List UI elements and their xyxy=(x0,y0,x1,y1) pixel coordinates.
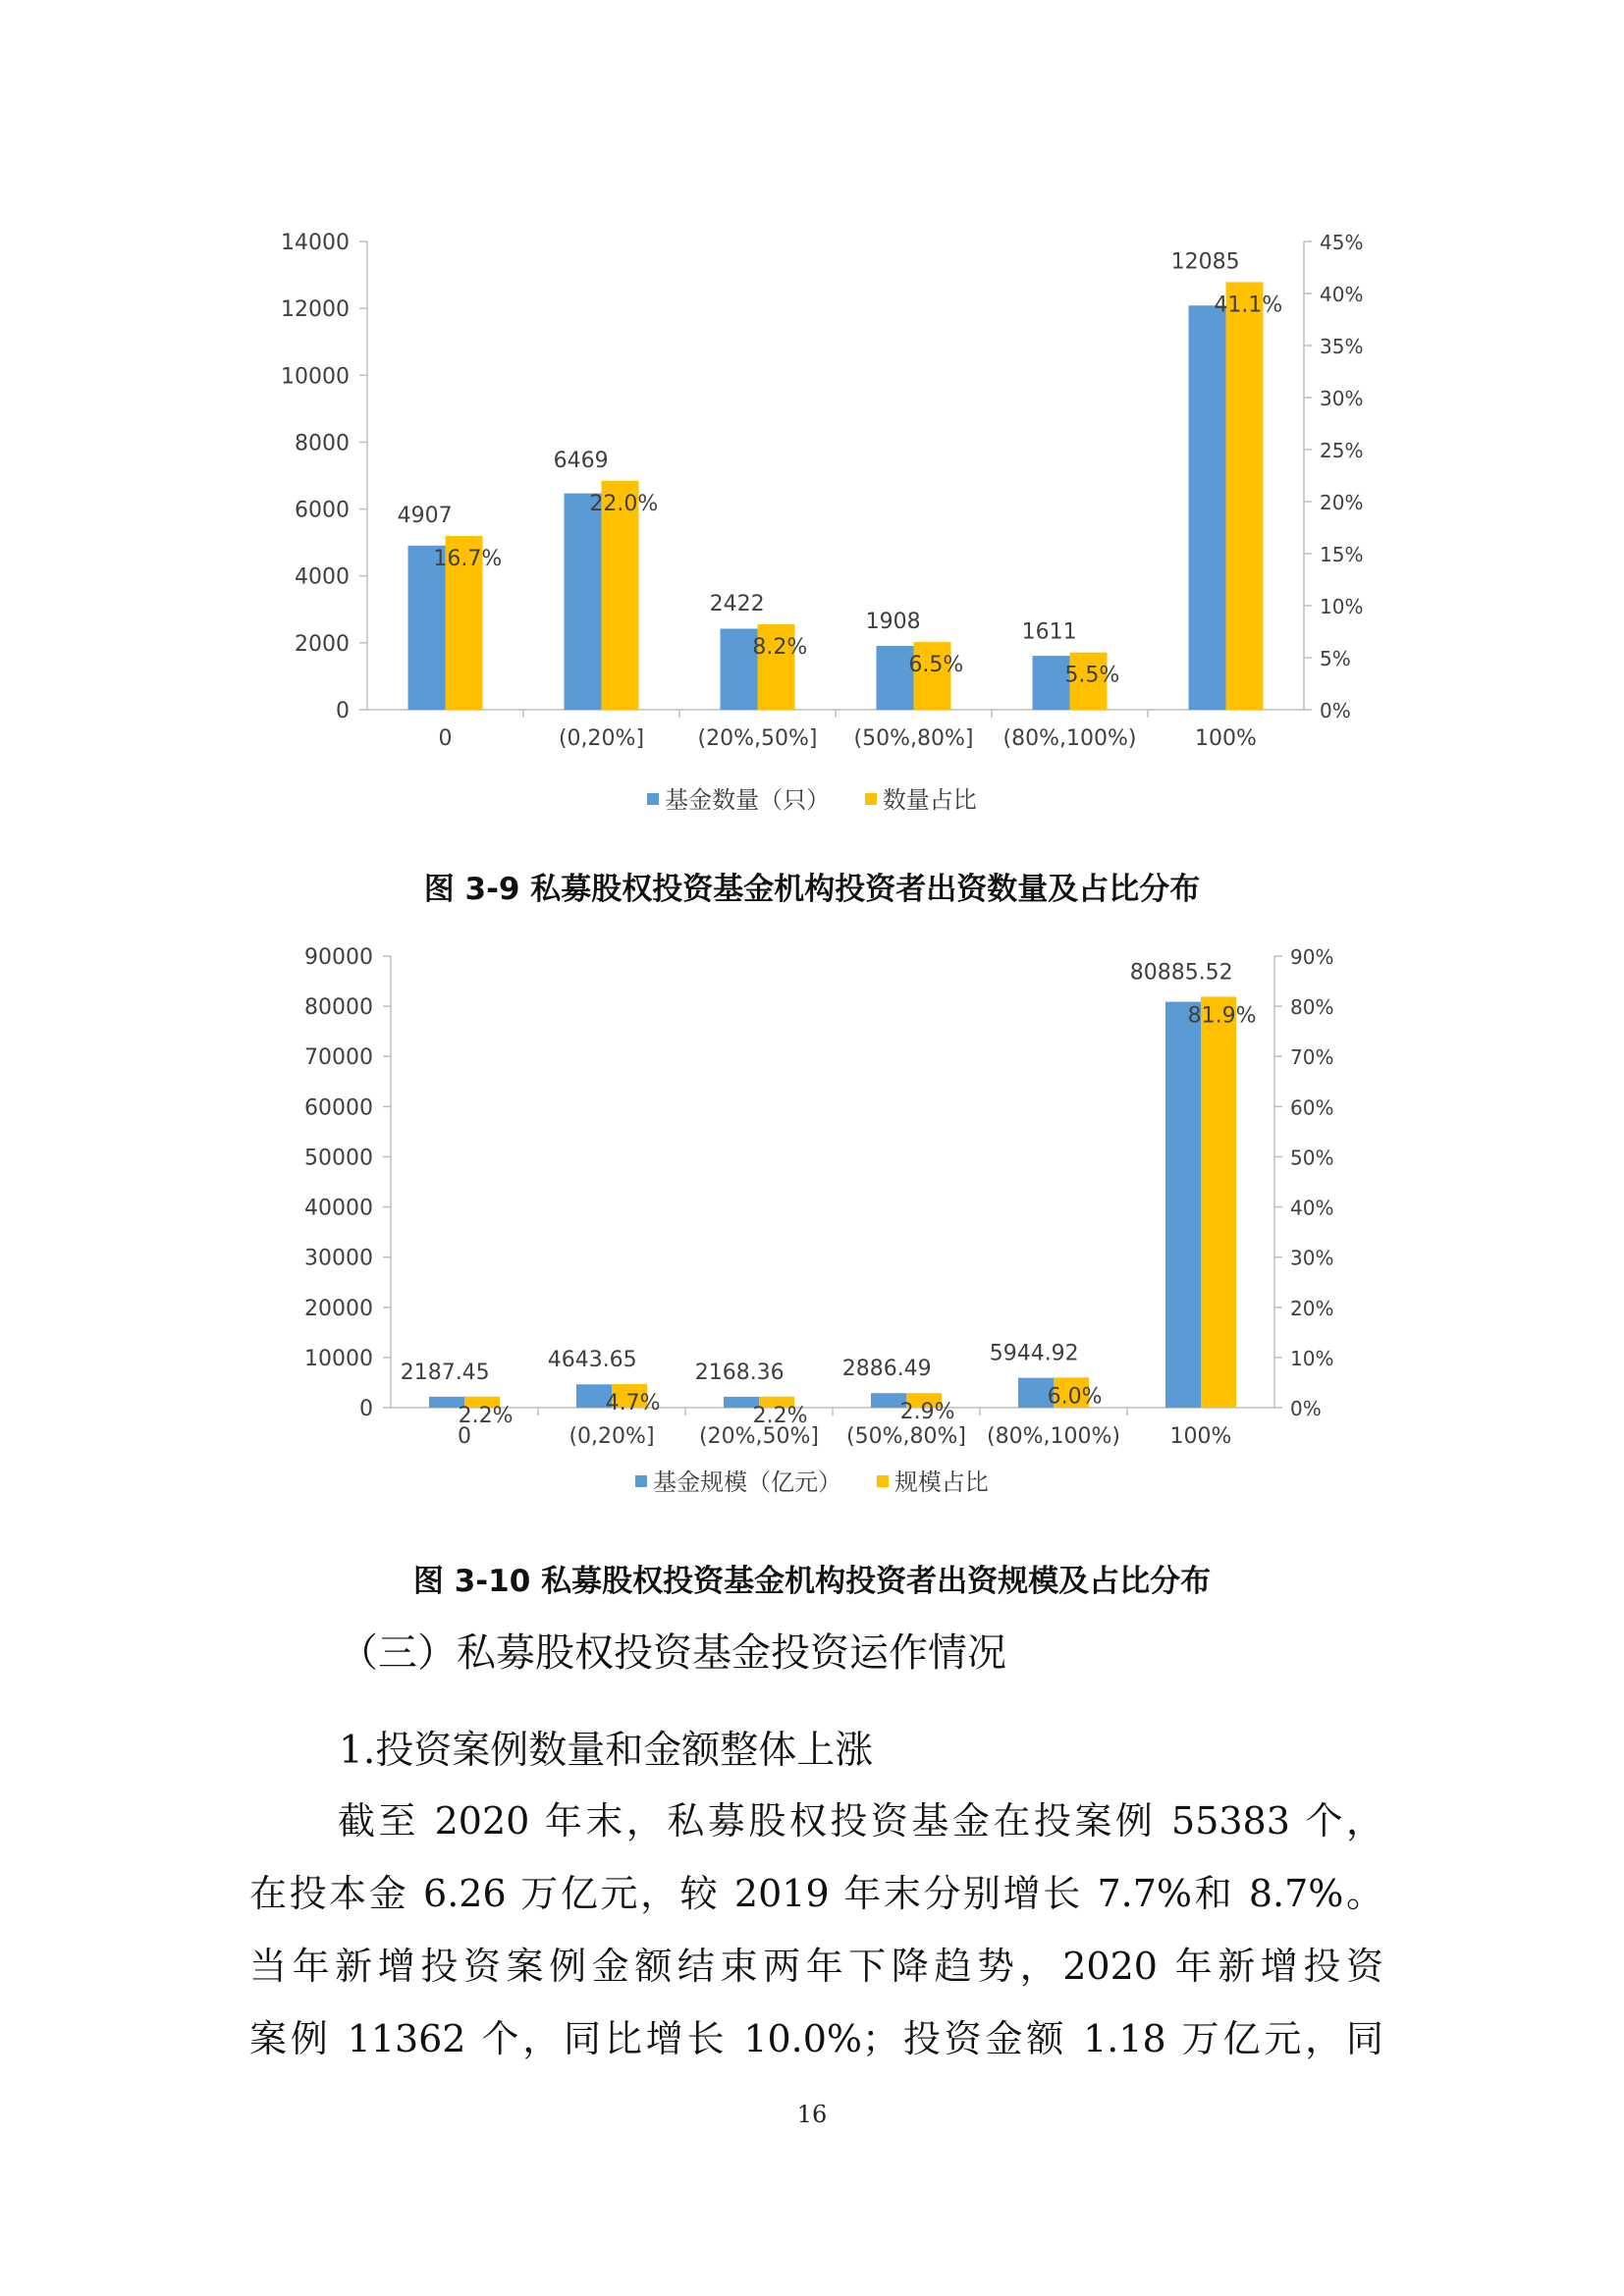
data-label-percent: 81.9% xyxy=(1187,1003,1257,1029)
data-label-value: 2187.45 xyxy=(400,1360,490,1385)
x-tick-label: 100% xyxy=(1169,1424,1232,1449)
bar-left-series xyxy=(1165,1002,1201,1408)
legend-swatch-blue xyxy=(635,1475,647,1487)
paragraph-line: 截至 2020 年末，私募股权投资基金在投案例 55383 个， xyxy=(338,1799,1383,1842)
legend-label: 基金规模（亿元） xyxy=(653,1468,842,1496)
right-tick-label: 10% xyxy=(1290,1346,1334,1370)
data-label-percent: 2.2% xyxy=(752,1403,808,1428)
right-tick-label: 60% xyxy=(1290,1095,1334,1120)
data-label-percent: 4.7% xyxy=(605,1390,661,1415)
paragraph-line: 在投本金 6.26 万亿元，较 2019 年末分别增长 7.7%和 8.7%。 xyxy=(249,1872,1383,1915)
legend-swatch-gold xyxy=(877,1475,889,1487)
left-tick-label: 8000 xyxy=(295,431,350,456)
right-tick-label: 80% xyxy=(1290,995,1334,1020)
x-tick-label: (20%,50%] xyxy=(697,726,818,751)
x-tick-label: 0 xyxy=(458,1424,471,1449)
right-tick-label: 5% xyxy=(1320,647,1351,670)
data-label-value: 80885.52 xyxy=(1129,960,1233,986)
left-tick-label: 40000 xyxy=(304,1196,373,1221)
subsection-heading: 1.投资案例数量和金额整体上涨 xyxy=(339,1729,874,1773)
chart-fig-3-10 xyxy=(0,933,1624,1502)
data-label-percent: 16.7% xyxy=(433,546,503,571)
left-tick-label: 20000 xyxy=(304,1296,373,1321)
data-label-value: 12085 xyxy=(1170,249,1240,275)
data-label-value: 2886.49 xyxy=(841,1357,932,1382)
data-label-percent: 2.2% xyxy=(458,1403,514,1428)
legend-label: 数量占比 xyxy=(882,786,977,814)
left-tick-label: 10000 xyxy=(304,1346,373,1371)
data-label-value: 5944.92 xyxy=(989,1341,1079,1366)
body-paragraph xyxy=(249,1785,1383,2075)
bar-left-series xyxy=(565,494,602,710)
left-tick-label: 6000 xyxy=(295,498,350,523)
data-label-value: 2422 xyxy=(709,592,765,617)
x-tick-label: (50%,80%] xyxy=(853,726,974,751)
legend-item-scale xyxy=(635,1463,841,1497)
right-tick-label: 10% xyxy=(1320,595,1364,618)
x-tick-label: (80%,100%) xyxy=(1002,726,1137,751)
x-tick-label: (20%,50%] xyxy=(699,1424,819,1449)
left-tick-label: 0 xyxy=(336,699,350,723)
left-tick-label: 14000 xyxy=(281,231,350,255)
left-tick-label: 12000 xyxy=(281,297,350,323)
right-tick-label: 30% xyxy=(1320,387,1364,410)
left-tick-label: 0 xyxy=(359,1397,373,1421)
x-tick-label: (80%,100%) xyxy=(987,1424,1120,1449)
left-tick-label: 10000 xyxy=(281,364,350,390)
legend-label: 基金数量（只） xyxy=(665,786,831,814)
right-tick-label: 20% xyxy=(1290,1296,1334,1320)
right-tick-label: 40% xyxy=(1290,1196,1334,1220)
data-label-percent: 8.2% xyxy=(752,635,808,661)
data-label-percent: 2.9% xyxy=(899,1400,955,1425)
right-tick-label: 20% xyxy=(1320,491,1364,514)
data-label-percent: 6.5% xyxy=(908,653,964,678)
right-tick-label: 50% xyxy=(1290,1146,1334,1170)
left-tick-label: 60000 xyxy=(304,1095,373,1121)
left-tick-label: 2000 xyxy=(295,631,350,657)
x-tick-label: (50%,80%] xyxy=(846,1424,966,1449)
chart-fig-3-9 xyxy=(0,206,1624,825)
left-tick-label: 50000 xyxy=(304,1146,373,1171)
legend-item-scale-ratio xyxy=(877,1463,989,1497)
bar-right-series xyxy=(1226,282,1264,710)
right-tick-label: 15% xyxy=(1320,543,1364,566)
left-tick-label: 70000 xyxy=(304,1045,373,1071)
right-tick-label: 35% xyxy=(1320,335,1364,358)
left-tick-label: 80000 xyxy=(304,995,373,1021)
chart-canvas xyxy=(0,933,1624,1502)
data-label-value: 4643.65 xyxy=(547,1347,637,1372)
legend-item-count xyxy=(647,780,830,815)
legend-item-ratio xyxy=(865,780,977,815)
legend-label: 规模占比 xyxy=(893,1468,989,1496)
right-tick-label: 40% xyxy=(1320,283,1364,306)
left-tick-label: 30000 xyxy=(304,1246,373,1271)
x-tick-label: (0,20%] xyxy=(568,1424,655,1449)
figure-caption: 图 3-9 私募股权投资基金机构投资者出资数量及占比分布 xyxy=(423,872,1201,907)
data-label-value: 4907 xyxy=(397,503,453,528)
data-label-percent: 5.5% xyxy=(1064,663,1120,688)
data-label-percent: 41.1% xyxy=(1214,293,1283,318)
bar-left-series xyxy=(1189,305,1226,710)
legend-swatch-blue xyxy=(647,793,659,805)
right-tick-label: 0% xyxy=(1290,1397,1322,1420)
chart-canvas xyxy=(0,206,1624,825)
right-tick-label: 45% xyxy=(1320,231,1364,254)
data-label-value: 6469 xyxy=(553,448,609,473)
paragraph-line: 当年新增投资案例金额结束两年下降趋势，2020 年新增投资 xyxy=(249,1945,1383,1988)
chart-legend xyxy=(0,1463,1624,1497)
right-tick-label: 90% xyxy=(1290,945,1334,969)
x-tick-label: 100% xyxy=(1195,726,1257,751)
paragraph-line: 案例 11362 个，同比增长 10.0%；投资金额 1.18 万亿元，同 xyxy=(249,2017,1383,2060)
bar-right-series xyxy=(1201,996,1236,1408)
chart-legend xyxy=(0,780,1624,815)
right-tick-label: 0% xyxy=(1320,699,1351,722)
right-tick-label: 25% xyxy=(1320,439,1364,462)
right-tick-label: 30% xyxy=(1290,1246,1334,1270)
figure-caption: 图 3-10 私募股权投资基金机构投资者出资规模及占比分布 xyxy=(412,1564,1212,1599)
data-label-value: 1908 xyxy=(865,610,921,635)
x-tick-label: (0,20%] xyxy=(558,726,645,751)
left-tick-label: 90000 xyxy=(304,945,373,970)
page-number: 16 xyxy=(796,2101,828,2128)
x-tick-label: 0 xyxy=(438,726,453,751)
data-label-percent: 6.0% xyxy=(1047,1384,1103,1410)
legend-swatch-gold xyxy=(865,793,877,805)
data-label-value: 1611 xyxy=(1021,619,1077,645)
section-heading: （三）私募股权投资基金投资运作情况 xyxy=(339,1630,1006,1676)
data-label-percent: 22.0% xyxy=(589,491,659,516)
right-tick-label: 70% xyxy=(1290,1045,1334,1070)
data-label-value: 2168.36 xyxy=(694,1360,785,1385)
left-tick-label: 4000 xyxy=(295,564,350,590)
